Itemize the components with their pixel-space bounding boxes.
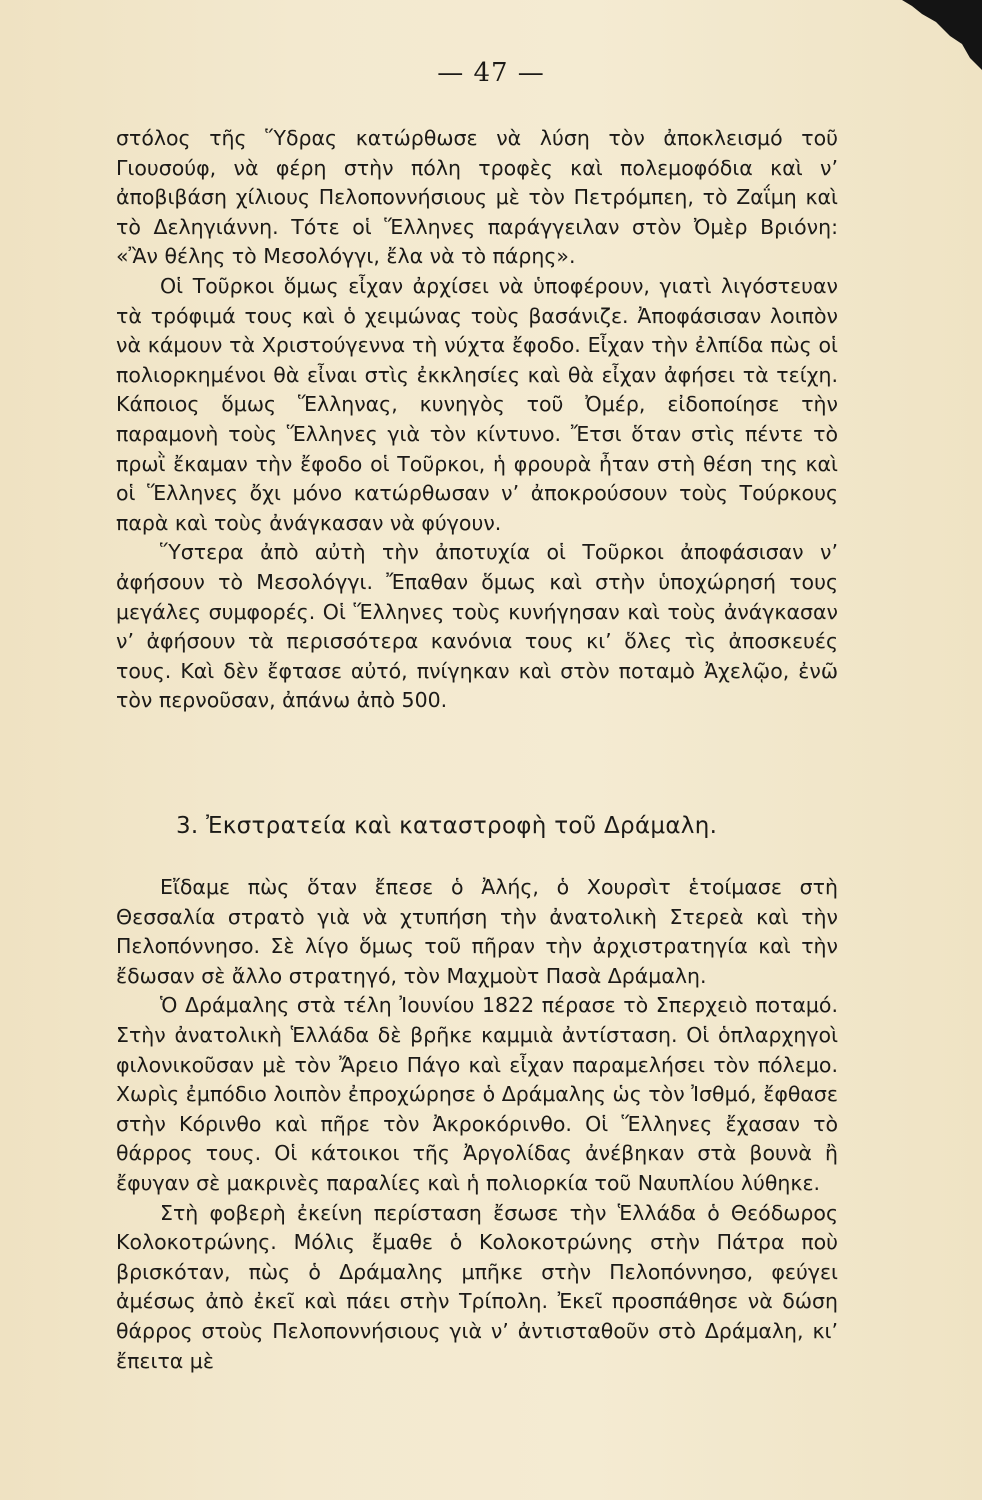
section-heading: 3. Ἐκστρατεία καὶ καταστροφὴ τοῦ Δράμαλη.: [176, 813, 718, 839]
body-text-part1: [116, 124, 838, 716]
paragraph: Εἴδαμε πὼς ὅταν ἔπεσε ὁ Ἀλής, ὁ Χουρσὶτ ἑτοίμασε στὴ Θεσσαλία στρατὸ γιὰ νὰ χτυπήση τὴν ἀνατολικὴ Στερεὰ καὶ τὴν Πελοπόννησο. Σὲ λίγο ὅμως τοῦ πῆραν τὴν ἀρχιστρατηγία καὶ τὴν ἔδωσαν σὲ ἄλλο στρατηγό, τὸν Μαχμοὺτ Πασὰ Δράμαλη.: [116, 875, 838, 988]
paragraph: Οἱ Τοῦρκοι ὅμως εἶχαν ἀρχίσει νὰ ὑποφέρουν, γιατὶ λιγόστευαν τὰ τρόφιμά τους καὶ ὁ χειμώνας τοὺς βασάνιζε. Ἀποφάσισαν λοιπὸν νὰ κάμουν τὰ Χριστούγεννα τὴ νύχτα ἔφοδο. Εἶχαν τὴν ἐλπίδα πὼς οἱ πολιορκημένοι θὰ εἶναι στὶς ἐκκλησίες καὶ θὰ εἶχαν ἀφήσει τὰ τείχη. Κάποιος ὅμως Ἕλληνας, κυνηγὸς τοῦ Ὀμέρ, εἰδοποίησε τὴν παραμονὴ τοὺς Ἕλληνες γιὰ τὸν κίντυνο. Ἔτσι ὅταν στὶς πέντε τὸ πρωῒ ἔκαμαν τὴν ἔφοδο οἱ Τοῦρκοι, ἡ φρουρὰ ἦταν στὴ θέση της καὶ οἱ Ἕλληνες ὄχι μόνο κατώρθωσαν ν’ ἀποκρούσουν τοὺς Τούρκους παρὰ καὶ τοὺς ἀνάγκασαν νὰ φύγουν.: [116, 273, 838, 535]
paragraph: Στὴ φοβερὴ ἐκείνη περίσταση ἔσωσε τὴν Ἑλλάδα ὁ Θεόδωρος Κολοκοτρώνης. Μόλις ἔμαθε ὁ Κολοκοτρώνης στὴν Πάτρα ποὺ βρισκόταν, πὼς ὁ Δράμαλης μπῆκε στὴν Πελοπόννησο, φεύγει ἀμέσως ἀπὸ ἐκεῖ καὶ πάει στὴν Τρίπολη. Ἐκεῖ προσπάθησε νὰ δώση θάρρος στοὺς Πελοποννήσιους γιὰ ν’ ἀντισταθοῦν στὸ Δράμαλη, κι’ ἔπειτα μὲ: [116, 1200, 838, 1373]
paragraph: στόλος τῆς Ὕδρας κατώρθωσε νὰ λύση τὸν ἀποκλεισμό τοῦ Γιουσούφ, νὰ φέρη στὴν πόλη τροφὲς καὶ πολεμοφόδια καὶ ν’ ἀποβιβάση χίλιους Πελοποννήσιους μὲ τὸν Πετρόμπεη, τὸ Ζαΐμη καὶ τὸ Δεληγιάννη. Τότε οἱ Ἕλληνες παράγγειλαν στὸν Ὀμὲρ Βριόνη: «Ἂν θέλης τὸ Μεσολόγγι, ἔλα νὰ τὸ πάρης».: [116, 126, 838, 269]
body-text-part2: [116, 873, 838, 1376]
paragraph: Ὕστερα ἀπὸ αὐτὴ τὴν ἀποτυχία οἱ Τοῦρκοι ἀποφάσισαν ν’ ἀφήσουν τὸ Μεσολόγγι. Ἔπαθαν ὅμως καὶ στὴν ὑποχώρησή τους μεγάλες συμφορές. Οἱ Ἕλληνες τοὺς κυνήγησαν καὶ τοὺς ἀνάγκασαν ν’ ἀφήσουν τὰ περισσότερα κανόνια τους κι’ ὅλες τὶς ἀποσκευές τους. Καὶ δὲν ἔφτασε αὐτό, πνίγηκαν καὶ στὸν ποταμὸ Ἀχελῷο, ἐνῶ τὸν περνοῦσαν, ἀπάνω ἀπὸ 500.: [116, 540, 838, 713]
paragraph: Ὁ Δράμαλης στὰ τέλη Ἰουνίου 1822 πέρασε τὸ Σπερχειὸ ποταμό. Στὴν ἀνατολικὴ Ἑλλάδα δὲ βρῆκε καμμιὰ ἀντίσταση. Οἱ ὁπλαρχηγοὶ φιλονικοῦσαν μὲ τὸν Ἄρειο Πάγο καὶ εἶχαν παραμελήσει τὸν πόλεμο. Χωρὶς ἐμπόδιο λοιπὸν ἐπροχώρησε ὁ Δράμαλης ὡς τὸν Ἰσθμό, ἔφθασε στὴν Κόρινθο καὶ πῆρε τὸν Ἀκροκόρινθο. Οἱ Ἕλληνες ἔχασαν τὸ θάρρος τους. Οἱ κάτοικοι τῆς Ἀργολίδας ἀνέβηκαν στὰ βουνὰ ἢ ἔφυγαν σὲ μακρινὲς παραλίες καὶ ἡ πολιορκία τοῦ Ναυπλίου λύθηκε.: [116, 993, 838, 1195]
page-number: — 47 —: [437, 58, 545, 88]
